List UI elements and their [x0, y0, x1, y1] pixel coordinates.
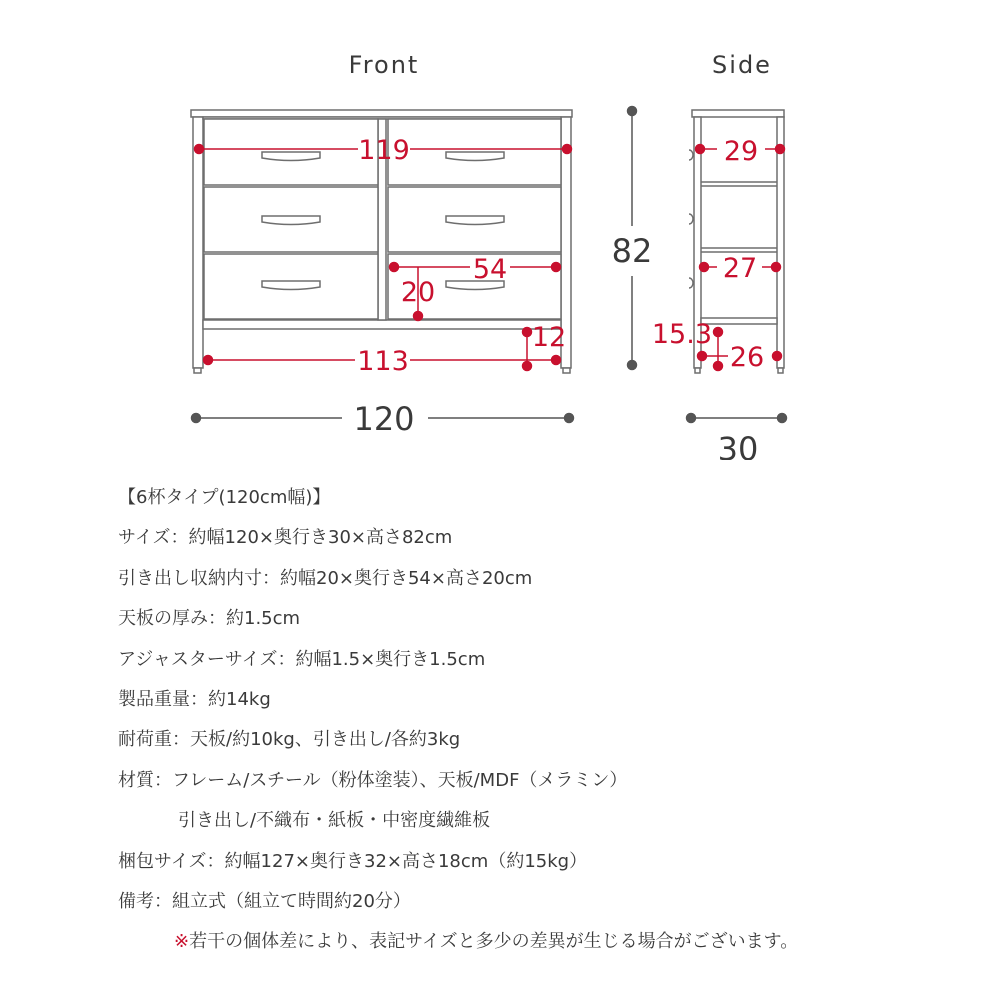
spec-list: [118, 478, 978, 963]
drawer-width-label: 54: [472, 254, 508, 285]
dim-point: [772, 263, 781, 272]
bottom-width-label: 113: [357, 346, 409, 377]
overall-width-label: 120: [353, 400, 415, 438]
bottom-clearance-label: 12: [531, 322, 567, 353]
spec-title: 【6杯タイプ(120cm幅)】: [118, 487, 331, 508]
spec-weight: 製品重量：約14kg: [118, 688, 271, 710]
spec-remarks: 備考：組立式（組立て時間約20分）: [118, 890, 411, 912]
spec-adjuster: アジャスターサイズ：約幅1.5×奥行き1.5cm: [118, 648, 486, 670]
dim-point: [523, 362, 532, 371]
dim-point: [565, 414, 574, 423]
spec-size: サイズ：約幅120×奥行き30×高さ82cm: [118, 527, 453, 549]
side-mid-depth-label: 27: [722, 253, 758, 284]
dim-point: [523, 328, 532, 337]
spec-drawer-inner: 引き出し収納内寸：約幅20×奥行き54×高さ20cm: [118, 567, 533, 589]
dim-point: [192, 414, 201, 423]
dim-point: [687, 414, 696, 423]
dim-point: [778, 414, 787, 423]
spec-package: 梱包サイズ：約幅127×奥行き32×高さ18cm（約15kg）: [118, 850, 588, 872]
dim-point: [698, 352, 707, 361]
dim-point: [552, 356, 561, 365]
dim-point: [700, 263, 709, 272]
spec-load: 耐荷重：天板/約10kg、引き出し/各約3kg: [118, 729, 461, 751]
spec-material-2: 引き出し/不織布・紙板・中密度繊維板: [178, 810, 491, 832]
spec-material: 材質：フレーム/スチール（粉体塗装）、天板/MDF（メラミン）: [118, 769, 628, 791]
front-inner-width-label: 119: [358, 135, 410, 166]
dim-point: [414, 312, 423, 321]
dim-point: [776, 145, 785, 154]
dim-point: [696, 145, 705, 154]
spec-note: [118, 922, 978, 962]
dim-point: [628, 107, 637, 116]
dim-point: [552, 263, 561, 272]
note-mark: ※: [174, 931, 190, 953]
spec-top-thickness: 天板の厚み：約1.5cm: [118, 608, 301, 630]
side-top-depth-label: 29: [723, 136, 759, 167]
overall-depth-label: 30: [717, 430, 759, 460]
dim-point: [628, 361, 637, 370]
dim-point: [773, 352, 782, 361]
dim-point: [195, 145, 204, 154]
overall-depth-line: [687, 414, 787, 423]
dim-point: [714, 328, 723, 337]
drawer-height-label: 20: [400, 277, 436, 308]
note-text: 若干の個体差により、表記サイズと多少の差異が生じる場合がございます。: [189, 931, 799, 953]
side-view-title: Side: [712, 51, 772, 79]
dim-point: [390, 263, 399, 272]
dim-point: [714, 362, 723, 371]
dim-point: [563, 145, 572, 154]
front-view-title: Front: [348, 51, 420, 79]
dimension-diagram: [0, 0, 1000, 460]
side-height-label: 15.3: [651, 319, 712, 350]
side-bottom-depth-label: 26: [729, 342, 765, 373]
dim-point: [204, 356, 213, 365]
overall-height-label: 82: [611, 232, 653, 270]
